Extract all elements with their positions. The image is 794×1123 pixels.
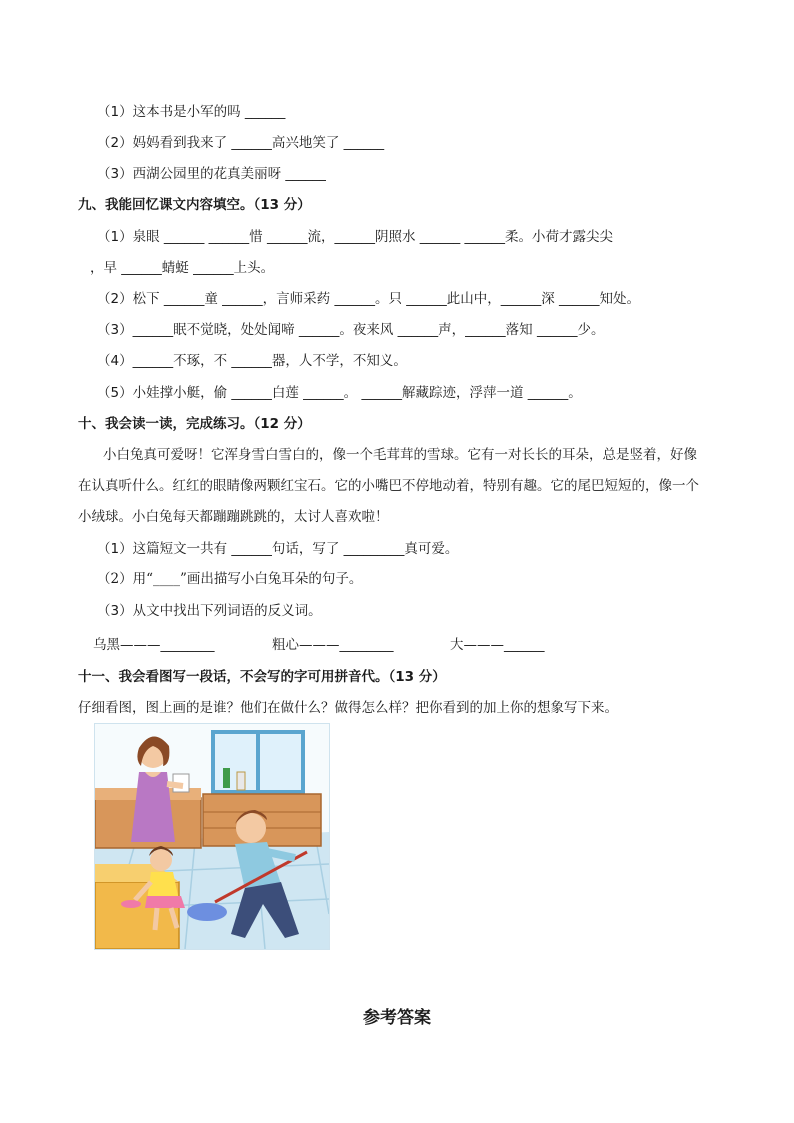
section11-heading: 十一、我会看图写一段话，不会写的字可用拼音代。（13 分） [78, 669, 446, 685]
q9-line-1b: ，早 ______蜻蜓 ______上头。 [90, 260, 275, 276]
q9-line-2: （2）松下 ______童 ______，言师采药 ______。只 ______此山中，______深 ______知处。 [97, 291, 641, 307]
q10-item-1: （1）这篇短文一共有 ______句话，写了 _________真可爱。 [97, 541, 459, 557]
antonym-1: 乌黑———________ [93, 637, 215, 653]
q9-line-1a: （1）泉眼 ______ ______惜 ______流，______阴照水 ______ ______柔。小荷才露尖尖 [97, 229, 614, 245]
q8-item-2: （2）妈妈看到我来了 ______高兴地笑了 ______ [97, 135, 385, 151]
answers-title: 参考答案 [363, 1008, 431, 1028]
passage-line-3: 小绒球。小白兔每天都蹦蹦跳跳的，太讨人喜欢啦！ [78, 509, 389, 525]
q10-item-3: （3）从文中找出下列词语的反义词。 [97, 603, 322, 619]
q8-item-1: （1）这本书是小军的吗 ______ [97, 104, 286, 120]
q10-item-2: （2）用“____”画出描写小白兔耳朵的句子。 [97, 571, 363, 587]
section9-heading: 九、我能回忆课文内容填空。（13 分） [78, 197, 311, 213]
section11-prompt: 仔细看图，图上画的是谁？他们在做什么？做得怎么样？把你看到的加上你的想象写下来。 [78, 700, 618, 716]
antonym-2: 粗心———________ [272, 637, 394, 653]
q8-item-3: （3）西湖公园里的花真美丽呀 ______ [97, 166, 326, 182]
family-cleaning-illustration [94, 723, 330, 950]
antonym-3: 大———______ [450, 637, 545, 653]
section10-heading: 十、我会读一读，完成练习。（12 分） [78, 416, 311, 432]
passage-line-1: 小白兔真可爱呀！它浑身雪白雪白的，像一个毛茸茸的雪球。它有一对长长的耳朵，总是竖着，好像 [103, 447, 697, 463]
passage-line-2: 在认真听什么。红红的眼睛像两颗红宝石。它的小嘴巴不停地动着，特别有趣。它的尾巴短短的，像一个 [78, 478, 699, 494]
q9-line-4: （4）______不琢，不 ______器，人不学，不知义。 [97, 353, 407, 369]
q9-line-5: （5）小娃撑小艇，偷 ______白莲 ______。 ______解藏踪迹，浮萍一道 ______。 [97, 385, 582, 401]
q9-line-3: （3）______眠不觉晓，处处闻啼 ______。夜来风 ______声，______落知 ______少。 [97, 322, 605, 338]
